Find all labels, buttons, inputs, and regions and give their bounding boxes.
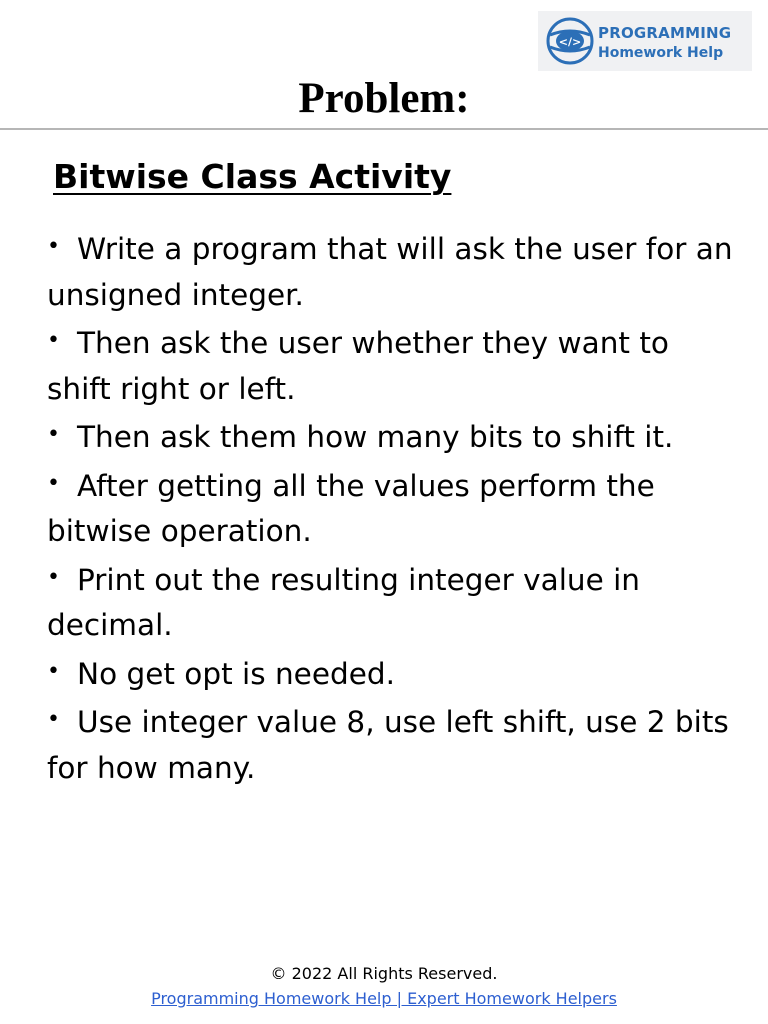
- bullet-text: After getting all the values perform the bitwise operation.: [47, 468, 655, 548]
- list-item: [47, 224, 737, 318]
- list-item: [47, 318, 737, 412]
- bullet-icon: •: [47, 328, 60, 353]
- title-divider: [0, 128, 768, 130]
- bullet-icon: •: [47, 422, 60, 447]
- list-item: [47, 461, 737, 555]
- bullet-text: Then ask them how many bits to shift it.: [77, 420, 674, 454]
- code-glyph: </>: [558, 35, 582, 49]
- page-title: Problem:: [298, 75, 470, 122]
- bullet-text: No get opt is needed.: [77, 656, 395, 691]
- bullet-icon: •: [47, 658, 60, 684]
- logo-line-homework-help: Homework Help: [598, 45, 724, 61]
- homework-help-link[interactable]: Programming Homework Help | Expert Homework Helpers: [151, 989, 617, 1008]
- logo-wordmark: [598, 23, 731, 63]
- bullet-icon: •: [47, 707, 60, 732]
- list-item: [47, 697, 737, 791]
- list-item: [47, 412, 737, 461]
- bullet-text: Use integer value 8, use left shift, use 2 bits for how many.: [47, 705, 729, 785]
- bullet-icon: •: [47, 470, 60, 496]
- bullet-text: Then ask the user whether they want to shift right or left.: [47, 326, 669, 406]
- bullet-icon: •: [47, 234, 60, 259]
- brand-logo: [538, 11, 752, 71]
- activity-heading: Bitwise Class Activity: [53, 157, 452, 196]
- footer-link-row: [0, 988, 768, 1010]
- instruction-list: [47, 224, 737, 791]
- copyright-notice: © 2022 All Rights Reserved.: [270, 964, 498, 983]
- code-globe-icon: [544, 15, 596, 67]
- bullet-text: Print out the resulting integer value in decimal.: [47, 562, 641, 642]
- list-item: [47, 649, 737, 698]
- logo-line-programming: PROGRAMMING: [598, 24, 732, 42]
- list-item: [47, 555, 737, 649]
- bullet-text: Write a program that will ask the user for an unsigned integer.: [47, 232, 733, 312]
- bullet-icon: •: [47, 564, 60, 590]
